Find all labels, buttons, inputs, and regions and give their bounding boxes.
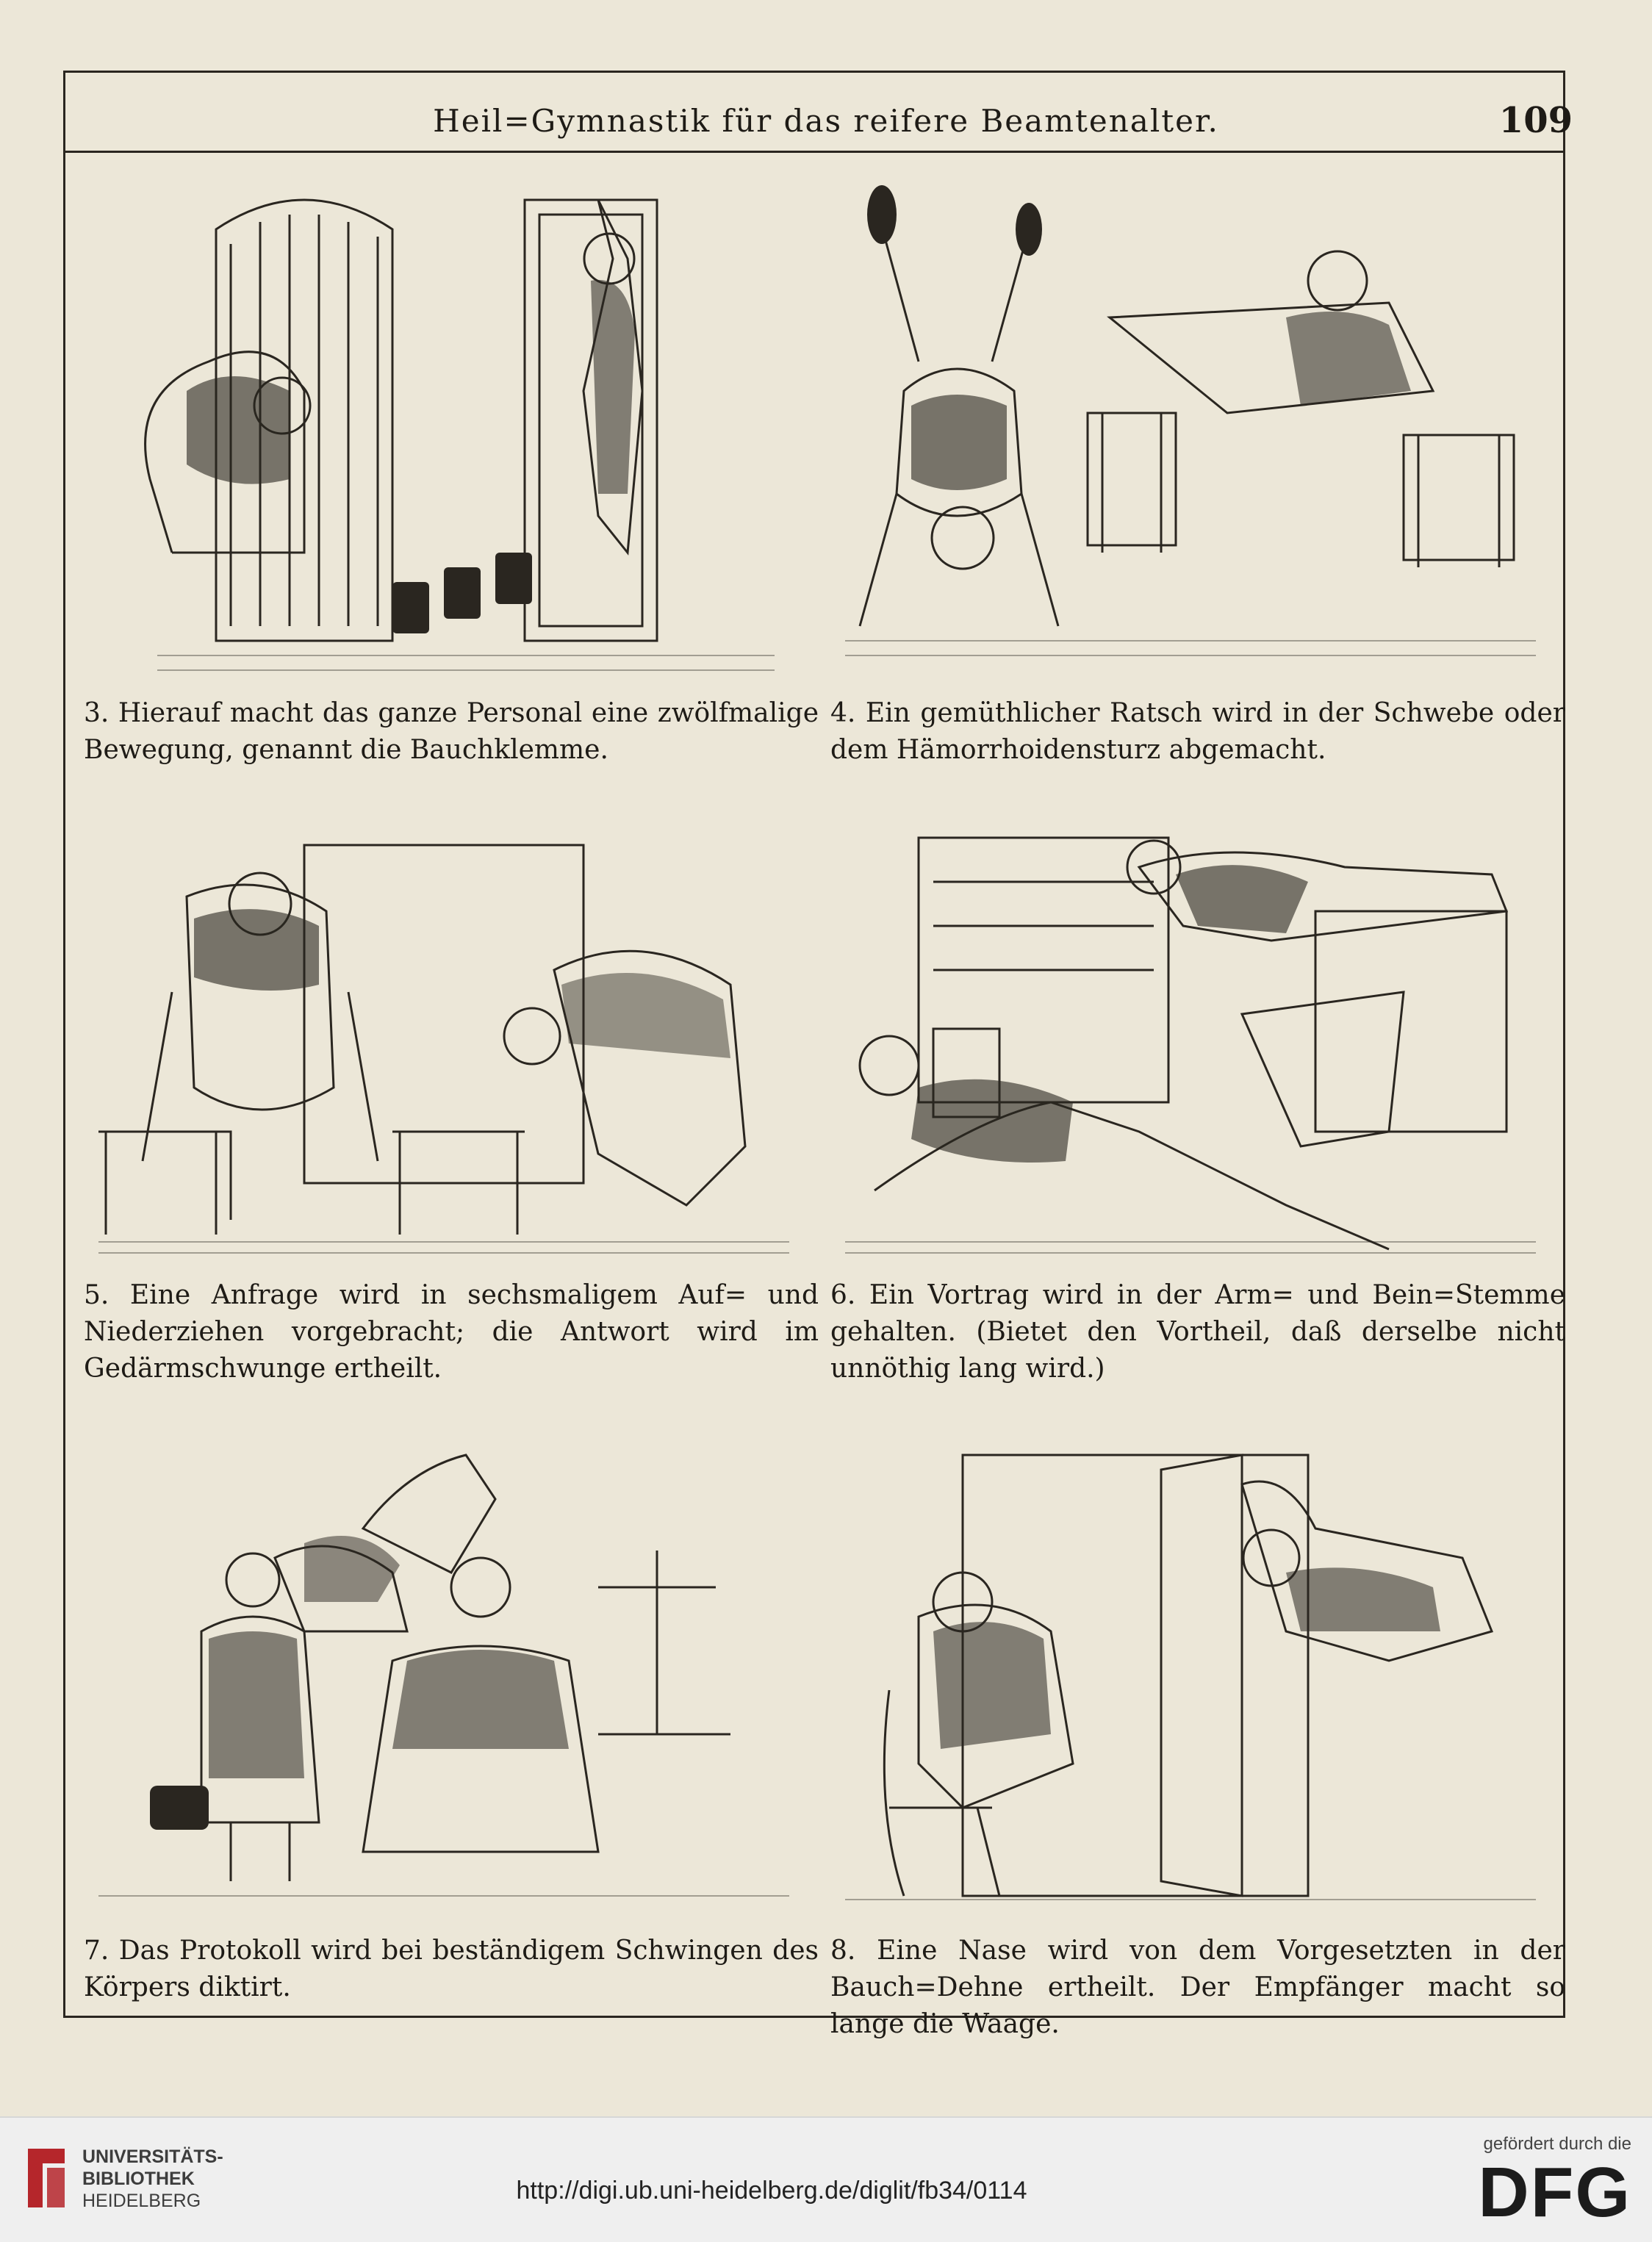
panel-7-illustration (84, 1440, 819, 1911)
viewer-footer (0, 2116, 1652, 2242)
panel-3-illustration (84, 170, 819, 685)
permalink-url[interactable]: http://digi.ub.uni-heidelberg.de/diglit/fb34/0114 (516, 2177, 1027, 2205)
library-name-line-3: HEIDELBERG (82, 2191, 201, 2211)
panel-3-caption: 3. Hierauf macht das ganze Personal eine zwölfmalige Bewegung, genannt die Bauchklemme. (84, 698, 819, 765)
library-name-line-1: UNIVERSITÄTS- (82, 2146, 223, 2167)
bowing-clerks-engraving (84, 170, 819, 685)
panel-5 (84, 823, 819, 1396)
door-balance-engraving (830, 1440, 1565, 1911)
panel-6-caption: 6. Ein Vortrag wird in der Arm= und Bein=Stemme gehalten. (Bietet den Vortheil, daß derselbe nicht unnöthig lang wird.) (830, 1280, 1565, 1384)
panel-5-illustration (84, 823, 819, 1264)
page-number: 109 (1498, 100, 1573, 141)
panel-4-illustration (830, 170, 1565, 685)
arm-leg-support-engraving (830, 823, 1565, 1264)
chair-exercise-engraving (84, 823, 819, 1264)
dfg-logo: DFG (1478, 2153, 1631, 2232)
panel-4-caption: 4. Ein gemüthlicher Ratsch wird in der Schwebe oder dem Hämorrhoidensturz abgemacht. (830, 698, 1565, 765)
panel-4 (830, 170, 1565, 788)
university-library-logo-icon (21, 2141, 72, 2215)
panel-6-illustration (830, 823, 1565, 1264)
panel-8-illustration (830, 1440, 1565, 1911)
page-title: Heil=Gymnastik für das reifere Beamtenalter. (433, 103, 1219, 139)
funded-by-label: gefördert durch die (1483, 2134, 1631, 2154)
handstand-engraving (830, 170, 1565, 685)
panel-7-caption: 7. Das Protokoll wird bei beständigem Schwingen des Körpers diktirt. (84, 1936, 819, 2002)
swinging-body-engraving (84, 1440, 819, 1911)
panel-8-caption: 8. Eine Nase wird von dem Vorgesetzten in der Bauch=Dehne ertheilt. Der Empfänger macht so lange die Waage. (830, 1936, 1565, 2039)
panel-8 (830, 1440, 1565, 2039)
library-name (82, 2146, 273, 2212)
library-name-line-2: BIBLIOTHEK (82, 2169, 195, 2189)
panel-3 (84, 170, 819, 788)
header-divider (63, 151, 1565, 153)
panel-5-caption: 5. Eine Anfrage wird in sechsmaligem Auf= und Niederziehen vorgebracht; die Antwort wird im Gedärmschwunge ertheilt. (84, 1280, 819, 1384)
panel-7 (84, 1440, 819, 2013)
panel-6 (830, 823, 1565, 1396)
